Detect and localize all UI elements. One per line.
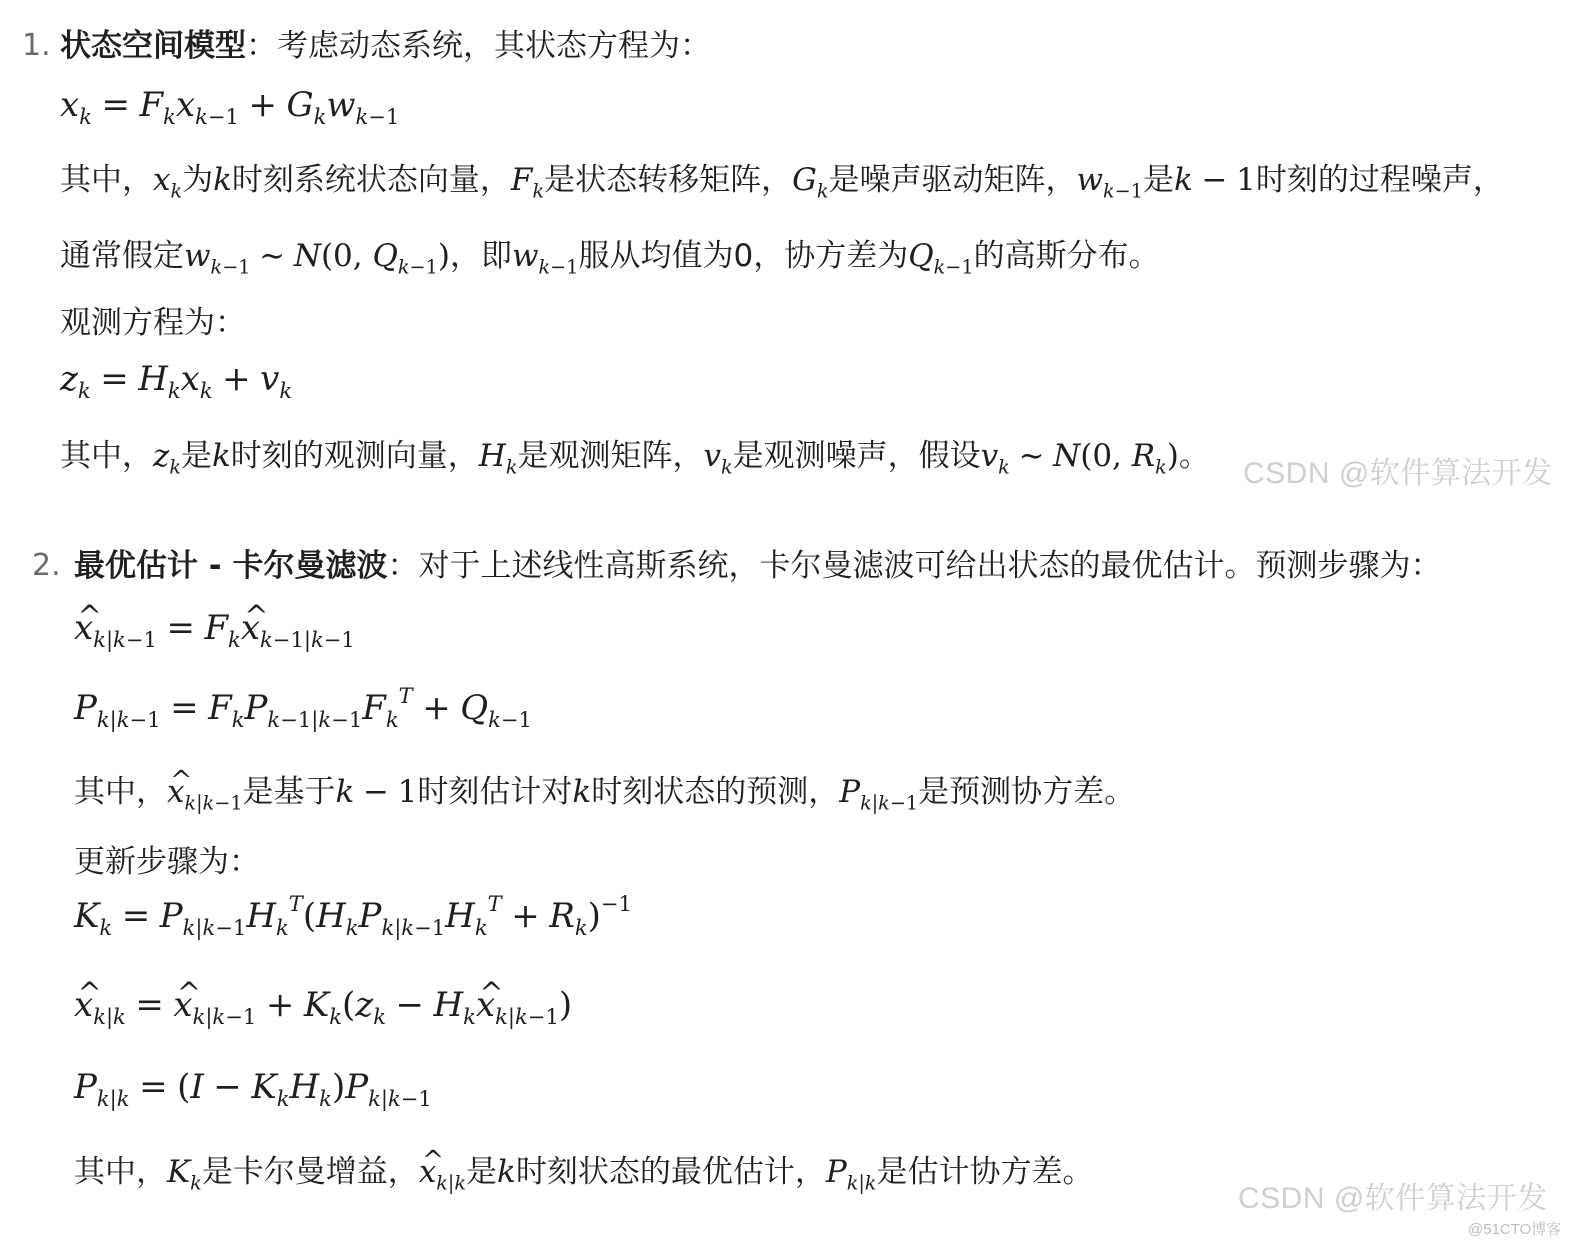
text-is-3: 是 — [180, 438, 212, 474]
text-where: 其中， — [60, 162, 153, 198]
text-optimal-estimate: 时刻状态的最优估计， — [515, 1154, 826, 1190]
predict-state-equation: ^ $x_{k|k-1}$ = $F_k\^{}$ $x_{k-1|k-1}$ — [74, 605, 355, 651]
item2-predict-description: 其中，^ $x_{k|k-1}$是基于k − 1时刻估计对k时刻状态的预测，$P_{k|k-1}$是预测协方差。 — [74, 772, 1135, 812]
text-observation-vector: 时刻的观测向量， — [230, 438, 479, 474]
item1-observation-description: 其中，$z_k$是k时刻的观测向量，$H_k$是观测矩阵，$v_k$是观测噪声，假设$v_k$ ∼ N(0, $R_k$)。 — [60, 438, 1210, 479]
text-where-4: 其中， — [74, 1154, 167, 1190]
item1-heading-line — [60, 26, 711, 66]
text-observation-matrix: 是观测矩阵， — [517, 438, 704, 474]
observation-heading: 观测方程为： — [60, 305, 246, 341]
item1-noise-assumption: 通常假定$w_{k-1}$ ∼ N(0, $Q_{k-1}$)，即$w_{k-1}$服从均值为0，协方差为$Q_{k-1}$的高斯分布。 — [60, 238, 1160, 279]
text-is-4: 是 — [466, 1154, 498, 1190]
update-state-equation: ^ $x_{k|k}$ =^ $x_{k|k-1} + K_k(z_k$ − $H_k\^{}$ $x_{k|k-1}$) — [74, 982, 572, 1028]
text-prediction-covariance: 是预测协方差。 — [918, 774, 1136, 810]
predict-covariance-equation: $P_{k|k-1} = F_kP_{k-1|k-1}F_k^T + Q_{k-1}$ — [74, 683, 532, 732]
text-assume: 通常假定 — [60, 238, 184, 274]
item1-title: 状态空间模型 — [60, 28, 246, 64]
text-transition-matrix: 是状态转移矩阵， — [544, 162, 793, 198]
text-time-estimate: 时刻估计对 — [417, 774, 573, 810]
text-process-noise: 时刻的过程噪声， — [1255, 162, 1504, 198]
list-number-1: 1. — [22, 28, 51, 63]
text-mean-covariance: 服从均值为0，协方差为 — [578, 238, 909, 274]
csdn-watermark-bottom: CSDN @软件算法开发 — [1238, 1182, 1548, 1215]
item1-intro: ：考虑动态系统，其状态方程为： — [246, 28, 711, 64]
text-ie: ，即 — [449, 238, 512, 274]
text-based-on: 是基于 — [242, 774, 336, 810]
item2-intro: ：对于上述线性高斯系统，卡尔曼滤波可给出状态的最优估计。预测步骤为： — [387, 548, 1442, 584]
item2-update-description: 其中，$K_k$是卡尔曼增益，^ $x_{k|k}$是k时刻状态的最优估计，$P_{k|k}$是估计协方差。 — [74, 1152, 1093, 1192]
item1-state-description: 其中，$x_k$为k时刻系统状态向量，$F_k$是状态转移矩阵，$G_k$是噪声驱动矩阵，$w_{k-1}$是k − 1时刻的过程噪声， — [60, 162, 1504, 203]
update-heading: 更新步骤为： — [74, 844, 260, 880]
text-where-3: 其中， — [74, 774, 167, 810]
observation-equation: $z_k = H_kx_k + v_k$ — [60, 359, 293, 403]
update-covariance-equation: $P_{k|k} = (I - K_kH_k)P_{k|k-1}$ — [74, 1067, 432, 1111]
text-estimate-covariance: 是估计协方差。 — [876, 1154, 1094, 1190]
text-state-prediction: 时刻状态的预测， — [591, 774, 840, 810]
text-noise-driving-matrix: 是噪声驱动矩阵， — [828, 162, 1077, 198]
csdn-watermark-top: CSDN @软件算法开发 — [1243, 457, 1553, 490]
list-number-2: 2. — [32, 548, 61, 583]
text-observation-noise: 是观测噪声，假设 — [732, 438, 981, 474]
text-period: 。 — [1178, 438, 1210, 474]
item2-title: 最优估计 - 卡尔曼滤波 — [74, 548, 388, 584]
text-kalman-gain: 是卡尔曼增益， — [201, 1154, 419, 1190]
text-is: 为 — [182, 162, 214, 198]
text-where-2: 其中， — [60, 438, 153, 474]
site-watermark: @51CTO博客 — [1468, 1221, 1562, 1238]
text-is-2: 是 — [1142, 162, 1174, 198]
text-state-vector: 时刻系统状态向量， — [231, 162, 511, 198]
kalman-gain-equation: $K_k = P_{k|k-1}H_k^T(H_kP_{k|k-1}H_k^T + R_k)^{-1}$ — [74, 891, 632, 940]
state-equation: $x_k = F_kx_{k-1} + G_kw_{k-1}$ — [60, 85, 400, 129]
text-gaussian: 的高斯分布。 — [973, 238, 1160, 274]
item2-heading-line — [74, 546, 1441, 586]
